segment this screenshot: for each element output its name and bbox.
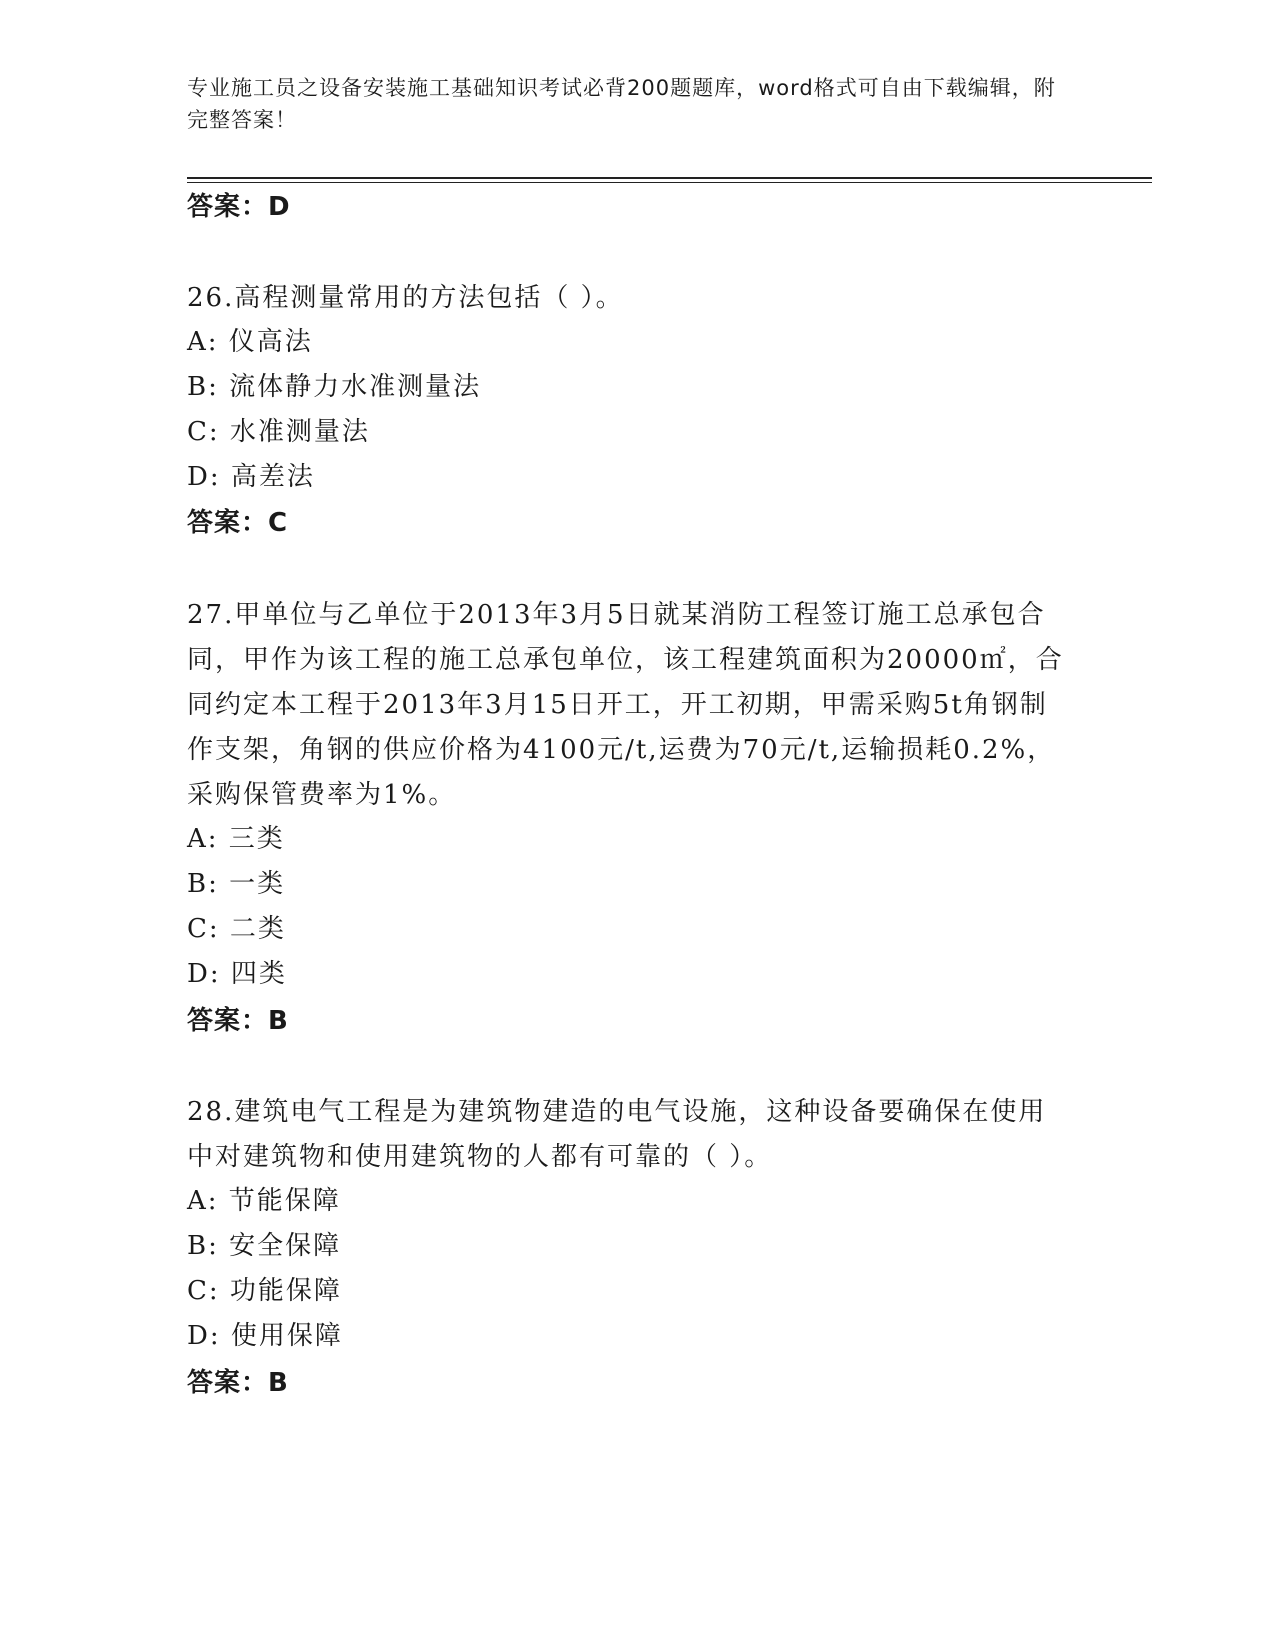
answer-25: 答案：D — [187, 192, 291, 222]
option-28-a: A: 节能保障 — [187, 1186, 341, 1216]
option-28-b: B: 安全保障 — [187, 1231, 342, 1261]
option-28-c: C: 功能保障 — [187, 1276, 342, 1306]
question-26: 26.高程测量常用的方法包括（ ）。 — [187, 283, 624, 313]
option-27-d: D: 四类 — [187, 959, 287, 989]
option-26-a: A: 仪高法 — [187, 327, 313, 357]
option-26-b: B: 流体静力水准测量法 — [187, 372, 482, 402]
option-28-d: D: 使用保障 — [187, 1321, 343, 1351]
page-header: 专业施工员之设备安装施工基础知识考试必背200题题库，word格式可自由下载编辑，附完整答案！ — [187, 76, 1056, 132]
question-28: 28.建筑电气工程是为建筑物建造的电气设施，这种设备要确保在使用中对建筑物和使用建筑物的人都有可靠的（ ）。 — [187, 1097, 1047, 1172]
option-27-a: A: 三类 — [187, 824, 285, 854]
option-26-d: D: 高差法 — [187, 462, 315, 492]
option-27-b: B: 一类 — [187, 869, 286, 899]
answer-28: 答案：B — [187, 1368, 289, 1398]
answer-27: 答案：B — [187, 1006, 289, 1036]
option-27-c: C: 二类 — [187, 914, 286, 944]
question-27: 27.甲单位与乙单位于2013年3月5日就某消防工程签订施工总承包合同，甲作为该工程的施工总承包单位，该工程建筑面积为20000㎡，合同约定本工程于2013年3月15日开工，开工初期，甲需采购5t角钢制作支架，角钢的供应价格为4100元/t,运费为70元/t,运输损耗0.2%，采购保管费率为1%。 — [187, 600, 1064, 810]
option-26-c: C: 水准测量法 — [187, 417, 370, 447]
header-divider — [187, 177, 1152, 183]
answer-26: 答案：C — [187, 508, 289, 538]
